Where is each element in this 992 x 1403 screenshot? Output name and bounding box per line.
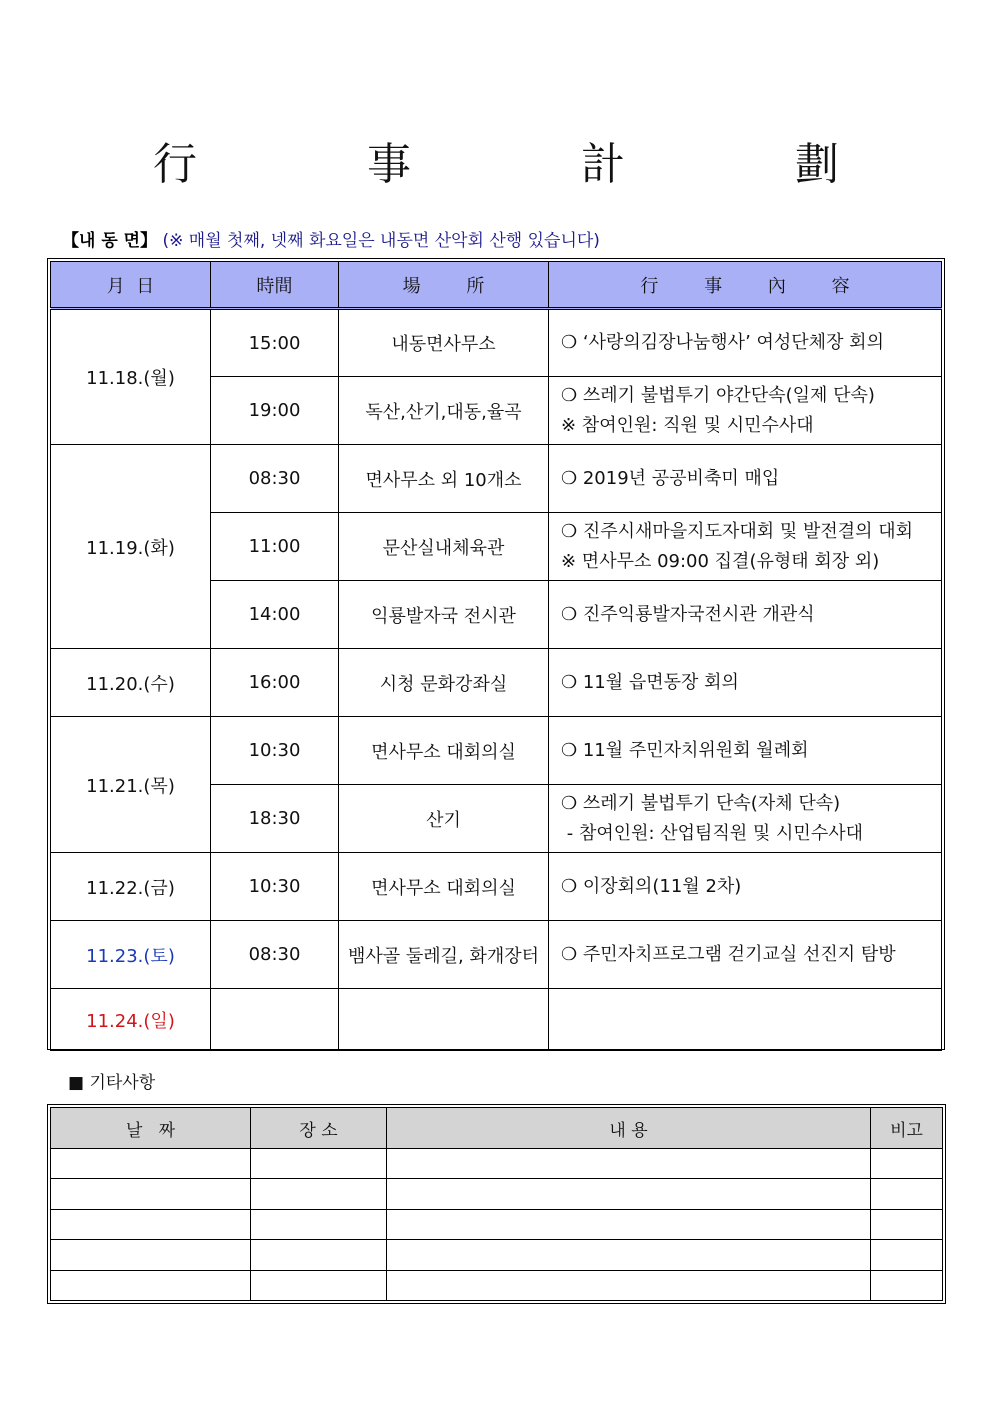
etc-row <box>51 1209 943 1239</box>
etc-row <box>51 1149 943 1179</box>
etc-table <box>50 1107 943 1301</box>
schedule-date: 11.20.(수) <box>51 649 211 717</box>
schedule-date: 11.21.(목) <box>51 717 211 853</box>
schedule-row <box>51 649 942 717</box>
schedule-time: 15:00 <box>211 309 339 377</box>
etc-cell-content[interactable] <box>387 1149 871 1179</box>
schedule-time: 14:00 <box>211 581 339 649</box>
etc-cell-note[interactable] <box>871 1179 943 1209</box>
etc-cell-place[interactable] <box>251 1149 387 1179</box>
etc-cell-date[interactable] <box>51 1270 251 1300</box>
schedule-content <box>549 649 942 717</box>
schedule-time: 10:30 <box>211 717 339 785</box>
content-line: ❍ 쓰레기 불법투기 야간단속(일제 단속) <box>561 384 875 406</box>
content-line: ❍ 이장회의(11월 2차) <box>561 875 742 897</box>
schedule-date: 11.23.(토) <box>51 921 211 989</box>
schedule-row <box>51 309 942 377</box>
etc-cell-place[interactable] <box>251 1270 387 1300</box>
schedule-place: 면사무소 외 10개소 <box>339 445 549 513</box>
schedule-time: 10:30 <box>211 853 339 921</box>
content-line: ❍ ‘사랑의김장나눔행사’ 여성단체장 회의 <box>561 332 884 353</box>
content-line: ❍ 진주익룡발자국전시관 개관식 <box>561 603 815 625</box>
schedule-time: 11:00 <box>211 513 339 581</box>
schedule-content <box>549 445 942 513</box>
etc-label: ■ 기타사항 <box>68 1073 156 1093</box>
schedule-date: 11.18.(월) <box>51 309 211 445</box>
etc-row <box>51 1179 943 1209</box>
schedule-content <box>549 377 942 445</box>
schedule-place: 면사무소 대회의실 <box>339 717 549 785</box>
schedule-place: 독산,산기,대동,율곡 <box>339 377 549 445</box>
schedule-place: 내동면사무소 <box>339 309 549 377</box>
schedule-date: 11.19.(화) <box>51 445 211 649</box>
department-label: 【내 동 면】 <box>62 231 158 251</box>
page-title: 行 事 計 劃 <box>153 139 917 190</box>
schedule-date: 11.24.(일) <box>51 989 211 1051</box>
schedule-content <box>549 513 942 581</box>
etc-cell-place[interactable] <box>251 1240 387 1270</box>
header-date: 月 日 <box>51 262 211 309</box>
schedule-content <box>549 309 942 377</box>
etc-header-note: 비고 <box>871 1108 943 1149</box>
schedule-place: 시청 문화강좌실 <box>339 649 549 717</box>
schedule-place: 뱀사골 둘레길, 화개장터 <box>339 921 549 989</box>
etc-cell-place[interactable] <box>251 1209 387 1239</box>
content-line: - 참여인원: 산업팀직원 및 시민수사대 <box>561 822 863 844</box>
etc-row <box>51 1270 943 1300</box>
schedule-body <box>51 309 942 1051</box>
content-line: ❍ 2019년 공공비축미 매입 <box>561 467 780 489</box>
schedule-place: 산기 <box>339 785 549 853</box>
schedule-time <box>211 989 339 1051</box>
etc-header-place: 장 소 <box>251 1108 387 1149</box>
etc-cell-place[interactable] <box>251 1179 387 1209</box>
etc-row <box>51 1240 943 1270</box>
schedule-header-row <box>51 262 942 309</box>
schedule-content <box>549 989 942 1051</box>
schedule-time: 19:00 <box>211 377 339 445</box>
etc-cell-date[interactable] <box>51 1240 251 1270</box>
etc-cell-content[interactable] <box>387 1209 871 1239</box>
header-time: 時間 <box>211 262 339 309</box>
schedule-time: 08:30 <box>211 445 339 513</box>
etc-cell-content[interactable] <box>387 1179 871 1209</box>
schedule-time: 18:30 <box>211 785 339 853</box>
schedule-table <box>50 261 942 1051</box>
etc-cell-note[interactable] <box>871 1209 943 1239</box>
schedule-place: 문산실내체육관 <box>339 513 549 581</box>
schedule-place: 면사무소 대회의실 <box>339 853 549 921</box>
schedule-row <box>51 921 942 989</box>
etc-cell-content[interactable] <box>387 1270 871 1300</box>
schedule-table-frame <box>47 258 945 1050</box>
etc-cell-note[interactable] <box>871 1270 943 1300</box>
schedule-place: 익룡발자국 전시관 <box>339 581 549 649</box>
header-content: 行 事 內 容 <box>549 262 942 309</box>
subheader-note: (※ 매월 첫째, 넷째 화요일은 내동면 산악회 산행 있습니다) <box>162 231 600 251</box>
etc-cell-note[interactable] <box>871 1240 943 1270</box>
schedule-row <box>51 989 942 1051</box>
schedule-row <box>51 717 942 785</box>
etc-cell-date[interactable] <box>51 1179 251 1209</box>
etc-cell-date[interactable] <box>51 1149 251 1179</box>
schedule-date: 11.22.(금) <box>51 853 211 921</box>
schedule-time: 16:00 <box>211 649 339 717</box>
content-line: ❍ 쓰레기 불법투기 단속(자체 단속) <box>561 792 841 814</box>
schedule-row <box>51 853 942 921</box>
schedule-place <box>339 989 549 1051</box>
subheader <box>62 226 600 251</box>
schedule-row <box>51 445 942 513</box>
schedule-content <box>549 785 942 853</box>
etc-header-date: 날 짜 <box>51 1108 251 1149</box>
schedule-time: 08:30 <box>211 921 339 989</box>
etc-cell-content[interactable] <box>387 1240 871 1270</box>
content-line: ※ 면사무소 09:00 집결(유형태 회장 외) <box>561 550 880 572</box>
etc-cell-note[interactable] <box>871 1149 943 1179</box>
etc-header-content: 내 용 <box>387 1108 871 1149</box>
schedule-content <box>549 853 942 921</box>
content-line: ❍ 11월 주민자치위원회 월례회 <box>561 739 809 761</box>
header-place: 場 所 <box>339 262 549 309</box>
schedule-content <box>549 717 942 785</box>
schedule-content <box>549 581 942 649</box>
etc-table-frame <box>47 1104 946 1304</box>
content-line: ※ 참여인원: 직원 및 시민수사대 <box>561 414 814 436</box>
etc-body <box>51 1149 943 1301</box>
content-line: ❍ 11월 읍면동장 회의 <box>561 671 739 693</box>
content-line: ❍ 주민자치프로그램 걷기교실 선진지 탐방 <box>561 943 896 965</box>
etc-header-row <box>51 1108 943 1149</box>
content-line: ❍ 진주시새마을지도자대회 및 발전결의 대회 <box>561 520 914 542</box>
schedule-content <box>549 921 942 989</box>
etc-cell-date[interactable] <box>51 1209 251 1239</box>
